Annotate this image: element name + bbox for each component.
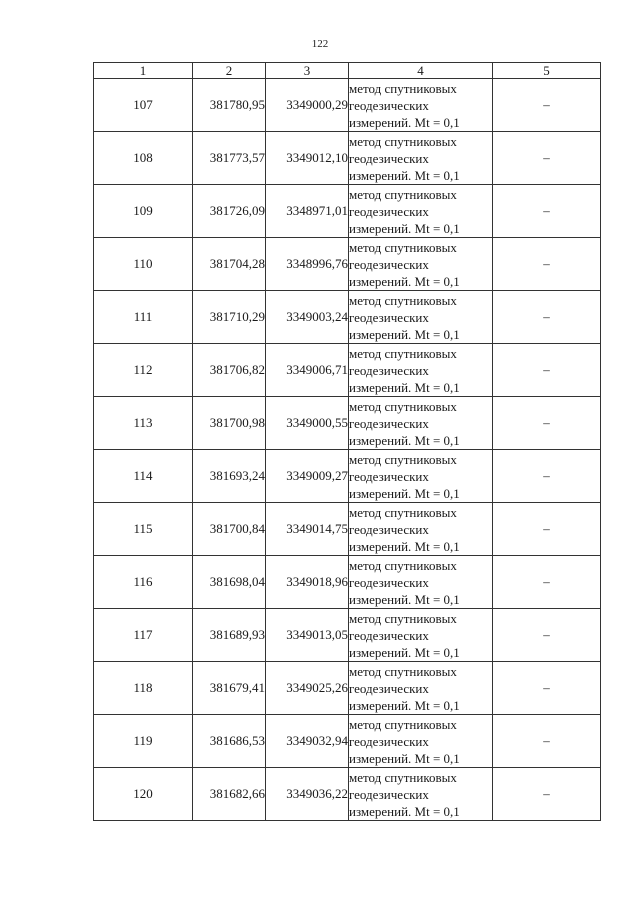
- y-coordinate-cell: 3349018,96: [266, 556, 349, 609]
- point-number-cell: 110: [94, 238, 193, 291]
- table-row: [94, 397, 601, 450]
- method-line: метод спутниковых: [349, 504, 457, 520]
- method-line: измерений. Mt = 0,1: [349, 114, 460, 130]
- x-coordinate-cell: 381700,98: [193, 397, 266, 450]
- note-cell: –: [493, 609, 601, 662]
- x-coordinate-cell: 381780,95: [193, 79, 266, 132]
- table-row: [94, 291, 601, 344]
- method-line: измерений. Mt = 0,1: [349, 591, 460, 607]
- header-row: [94, 63, 601, 79]
- y-coordinate-cell: 3349025,26: [266, 662, 349, 715]
- method-line: геодезических: [349, 786, 429, 802]
- note-cell: –: [493, 344, 601, 397]
- point-number-cell: 108: [94, 132, 193, 185]
- method-line: метод спутниковых: [349, 398, 457, 414]
- method-line: геодезических: [349, 468, 429, 484]
- method-cell: [349, 132, 493, 185]
- note-cell: –: [493, 79, 601, 132]
- method-line: метод спутниковых: [349, 239, 457, 255]
- header-col-2: 2: [193, 63, 266, 79]
- method-line: измерений. Mt = 0,1: [349, 697, 460, 713]
- y-coordinate-cell: 3349000,29: [266, 79, 349, 132]
- table-row: [94, 503, 601, 556]
- method-line: измерений. Mt = 0,1: [349, 220, 460, 236]
- method-cell: [349, 715, 493, 768]
- table-row: [94, 609, 601, 662]
- method-cell: [349, 768, 493, 821]
- table-row: [94, 715, 601, 768]
- table-row: [94, 662, 601, 715]
- y-coordinate-cell: 3348996,76: [266, 238, 349, 291]
- x-coordinate-cell: 381682,66: [193, 768, 266, 821]
- method-line: измерений. Mt = 0,1: [349, 273, 460, 289]
- method-cell: [349, 79, 493, 132]
- table-row: [94, 79, 601, 132]
- table-row: [94, 238, 601, 291]
- note-cell: –: [493, 662, 601, 715]
- method-line: измерений. Mt = 0,1: [349, 485, 460, 501]
- method-cell: [349, 556, 493, 609]
- note-cell: –: [493, 291, 601, 344]
- point-number-cell: 119: [94, 715, 193, 768]
- header-col-4: 4: [349, 63, 493, 79]
- method-cell: [349, 450, 493, 503]
- note-cell: –: [493, 238, 601, 291]
- note-cell: –: [493, 132, 601, 185]
- method-line: метод спутниковых: [349, 80, 457, 96]
- method-line: измерений. Mt = 0,1: [349, 167, 460, 183]
- method-cell: [349, 185, 493, 238]
- method-line: геодезических: [349, 309, 429, 325]
- table-row: [94, 344, 601, 397]
- method-cell: [349, 291, 493, 344]
- x-coordinate-cell: 381706,82: [193, 344, 266, 397]
- method-line: метод спутниковых: [349, 292, 457, 308]
- table-row: [94, 556, 601, 609]
- y-coordinate-cell: 3349014,75: [266, 503, 349, 556]
- y-coordinate-cell: 3349013,05: [266, 609, 349, 662]
- method-line: измерений. Mt = 0,1: [349, 644, 460, 660]
- x-coordinate-cell: 381679,41: [193, 662, 266, 715]
- note-cell: –: [493, 450, 601, 503]
- method-line: метод спутниковых: [349, 186, 457, 202]
- method-line: геодезических: [349, 680, 429, 696]
- point-number-cell: 116: [94, 556, 193, 609]
- point-number-cell: 112: [94, 344, 193, 397]
- method-line: геодезических: [349, 415, 429, 431]
- point-number-cell: 111: [94, 291, 193, 344]
- method-cell: [349, 238, 493, 291]
- method-line: метод спутниковых: [349, 716, 457, 732]
- method-cell: [349, 344, 493, 397]
- table-row: [94, 450, 601, 503]
- method-line: измерений. Mt = 0,1: [349, 379, 460, 395]
- point-number-cell: 114: [94, 450, 193, 503]
- table-body: [94, 79, 601, 821]
- x-coordinate-cell: 381710,29: [193, 291, 266, 344]
- y-coordinate-cell: 3349032,94: [266, 715, 349, 768]
- method-line: измерений. Mt = 0,1: [349, 750, 460, 766]
- y-coordinate-cell: 3349009,27: [266, 450, 349, 503]
- y-coordinate-cell: 3349036,22: [266, 768, 349, 821]
- method-line: метод спутниковых: [349, 345, 457, 361]
- x-coordinate-cell: 381698,04: [193, 556, 266, 609]
- method-line: метод спутниковых: [349, 451, 457, 467]
- method-line: измерений. Mt = 0,1: [349, 432, 460, 448]
- coordinates-table: [93, 62, 601, 821]
- note-cell: –: [493, 397, 601, 450]
- point-number-cell: 118: [94, 662, 193, 715]
- method-line: геодезических: [349, 97, 429, 113]
- note-cell: –: [493, 556, 601, 609]
- method-line: метод спутниковых: [349, 610, 457, 626]
- method-line: геодезических: [349, 362, 429, 378]
- x-coordinate-cell: 381704,28: [193, 238, 266, 291]
- point-number-cell: 113: [94, 397, 193, 450]
- x-coordinate-cell: 381689,93: [193, 609, 266, 662]
- point-number-cell: 115: [94, 503, 193, 556]
- method-cell: [349, 609, 493, 662]
- table-row: [94, 185, 601, 238]
- method-line: геодезических: [349, 256, 429, 272]
- y-coordinate-cell: 3349003,24: [266, 291, 349, 344]
- method-line: измерений. Mt = 0,1: [349, 538, 460, 554]
- x-coordinate-cell: 381700,84: [193, 503, 266, 556]
- header-col-5: 5: [493, 63, 601, 79]
- method-line: метод спутниковых: [349, 133, 457, 149]
- point-number-cell: 109: [94, 185, 193, 238]
- header-col-3: 3: [266, 63, 349, 79]
- method-line: геодезических: [349, 150, 429, 166]
- point-number-cell: 120: [94, 768, 193, 821]
- note-cell: –: [493, 768, 601, 821]
- x-coordinate-cell: 381693,24: [193, 450, 266, 503]
- y-coordinate-cell: 3348971,01: [266, 185, 349, 238]
- method-cell: [349, 503, 493, 556]
- y-coordinate-cell: 3349000,55: [266, 397, 349, 450]
- method-line: геодезических: [349, 574, 429, 590]
- y-coordinate-cell: 3349012,10: [266, 132, 349, 185]
- method-line: измерений. Mt = 0,1: [349, 326, 460, 342]
- method-cell: [349, 662, 493, 715]
- x-coordinate-cell: 381726,09: [193, 185, 266, 238]
- table-row: [94, 132, 601, 185]
- x-coordinate-cell: 381686,53: [193, 715, 266, 768]
- note-cell: –: [493, 185, 601, 238]
- note-cell: –: [493, 715, 601, 768]
- method-line: геодезических: [349, 203, 429, 219]
- header-col-1: 1: [94, 63, 193, 79]
- method-line: измерений. Mt = 0,1: [349, 803, 460, 819]
- x-coordinate-cell: 381773,57: [193, 132, 266, 185]
- point-number-cell: 107: [94, 79, 193, 132]
- method-cell: [349, 397, 493, 450]
- method-line: геодезических: [349, 627, 429, 643]
- method-line: метод спутниковых: [349, 769, 457, 785]
- y-coordinate-cell: 3349006,71: [266, 344, 349, 397]
- method-line: метод спутниковых: [349, 557, 457, 573]
- page-number: 122: [311, 38, 329, 50]
- method-line: геодезических: [349, 521, 429, 537]
- method-line: геодезических: [349, 733, 429, 749]
- note-cell: –: [493, 503, 601, 556]
- method-line: метод спутниковых: [349, 663, 457, 679]
- point-number-cell: 117: [94, 609, 193, 662]
- table-row: [94, 768, 601, 821]
